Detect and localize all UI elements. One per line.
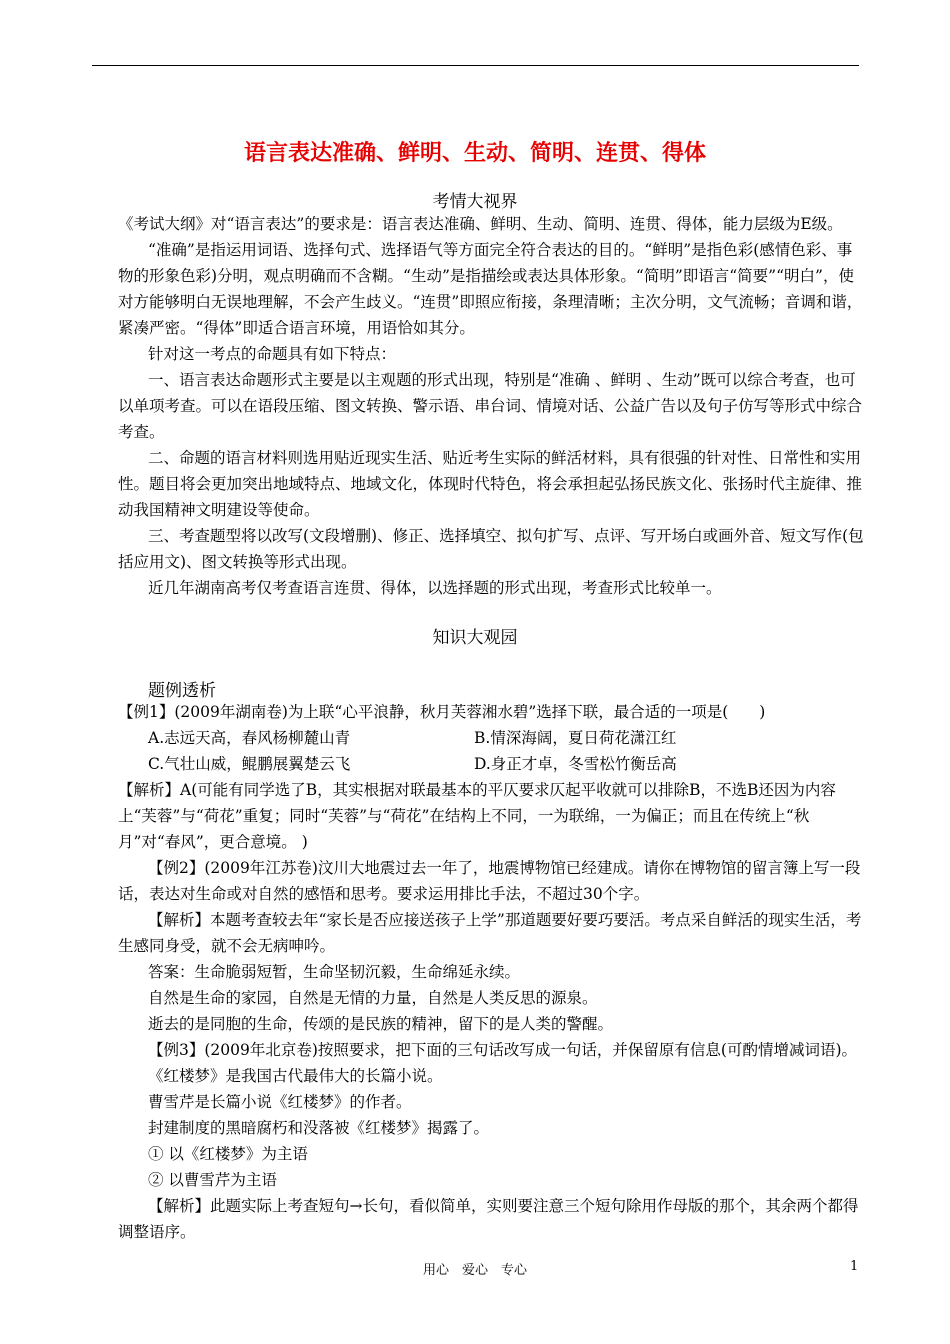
option-d: D.身正才卓，冬雪松竹衡岳高 xyxy=(474,755,677,773)
examples-body xyxy=(118,777,864,1245)
footer-motto: 用心 爱心 专心 xyxy=(422,1263,527,1278)
paragraph: 【例2】(2009年江苏卷)汶川大地震过去一年了，地震博物馆已经建成。请你在博物馆的留言簿上写一段话，表达对生命或对自然的感悟和思考。要求运用排比手法，不超过30个字。 xyxy=(118,859,861,903)
paragraph: 【解析】A(可能有同学选了B，其实根据对联最基本的平仄要求仄起平收就可以排除B，不选B还因为内容上“芙蓉”与“荷花”重复；同时“芙蓉”与“荷花”在结构上不同，一为联绵，一为偏正；而且在传统上“秋月”对“春风”，更合意境。 ) xyxy=(118,781,836,851)
paragraph: 曹雪芹是长篇小说《红楼梦》的作者。 xyxy=(148,1093,412,1111)
paragraph: 逝去的是同胞的生命，传颂的是民族的精神，留下的是人类的警醒。 xyxy=(148,1015,614,1033)
page-number: 1 xyxy=(850,1259,859,1274)
document-title: 语言表达准确、鲜明、生动、简明、连贯、得体 xyxy=(243,141,706,166)
section-body-kaoqing xyxy=(118,211,864,601)
paragraph: 答案：生命脆弱短暂，生命坚韧沉毅，生命绵延永续。 xyxy=(148,963,521,981)
paragraph: 《红楼梦》是我国古代最伟大的长篇小说。 xyxy=(148,1067,443,1085)
subheading-tili: 题例透析 xyxy=(148,681,216,701)
section-heading-kaoqing: 考情大视界 xyxy=(432,192,518,212)
paragraph: 近几年湖南高考仅考查语言连贯、得体，以选择题的形式出现，考查形式比较单一。 xyxy=(148,579,722,597)
paragraph: 《考试大纲》对“语言表达”的要求是：语言表达准确、鲜明、生动、简明、连贯、得体，能力层级为E级。 xyxy=(118,215,843,233)
section-heading-zhishi: 知识大观园 xyxy=(432,628,518,648)
paragraph: ② 以曹雪芹为主语 xyxy=(148,1171,277,1189)
paragraph: 一、语言表达命题形式主要是以主观题的形式出现，特别是“准确 、鲜明 、生动”既可以综合考查，也可以单项考查。可以在语段压缩、图文转换、警示语、串台词、情境对话、公益广告以及句子仿写等形式中综合考查。 xyxy=(118,371,863,441)
paragraph: 【解析】此题实际上考查短句→长句，看似简单，实则要注意三个短句除用作母版的那个，其余两个都得调整语序。 xyxy=(118,1197,859,1241)
option-a: A.志远天高，春风杨柳麓山青 xyxy=(148,729,351,747)
paragraph: “准确”是指运用词语、选择句式、选择语气等方面完全符合表达的目的。“鲜明”是指色彩(感情色彩、事物的形象色彩)分明，观点明确而不含糊。“生动”是指描绘或表达具体形象。“简明”即语言“简要”“明白”，使对方能够明白无误地理解，不会产生歧义。“连贯”即照应衔接，条理清晰；主次分明，文气流畅；音调和谐，紧凑严密。“得体”即适合语言环境，用语恰如其分。 xyxy=(118,241,863,337)
paragraph: ① 以《红楼梦》为主语 xyxy=(148,1145,308,1163)
example-1-options xyxy=(148,725,864,777)
paragraph: 二、命题的语言材料则选用贴近现实生活、贴近考生实际的鲜活材料，具有很强的针对性、日常性和实用性。题目将会更加突出地域特点、地域文化，体现时代特色，将会承担起弘扬民族文化、张扬时代主旋律、推动我国精神文明建设等使命。 xyxy=(118,449,863,519)
paragraph: 三、考查题型将以改写(文段增删)、修正、选择填空、拟句扩写、点评、写开场白或画外音、短文写作(包括应用文)、图文转换等形式出现。 xyxy=(118,527,864,571)
paragraph: 封建制度的黑暗腐朽和没落被《红楼梦》揭露了。 xyxy=(148,1119,490,1137)
paragraph: 【例3】(2009年北京卷)按照要求，把下面的三句话改写成一句话，并保留原有信息(可酌情增减词语)。 xyxy=(148,1041,857,1059)
paragraph: 针对这一考点的命题具有如下特点： xyxy=(148,345,397,363)
paragraph: 【例1】(2009年湖南卷)为上联“心平浪静，秋月芙蓉湘水碧”选择下联，最合适的一项是( ) xyxy=(118,703,766,721)
header-rule xyxy=(92,65,859,66)
paragraph: 自然是生命的家园，自然是无情的力量，自然是人类反思的源泉。 xyxy=(148,989,598,1007)
option-c: C.气壮山威，鲲鹏展翼楚云飞 xyxy=(148,755,351,773)
example-1-question xyxy=(118,699,864,725)
option-b: B.情深海阔，夏日荷花潇江红 xyxy=(474,729,677,747)
paragraph: 【解析】本题考查较去年“家长是否应接送孩子上学”那道题要好要巧要活。考点采自鲜活的现实生活，考生感同身受，就不会无病呻吟。 xyxy=(118,911,862,955)
